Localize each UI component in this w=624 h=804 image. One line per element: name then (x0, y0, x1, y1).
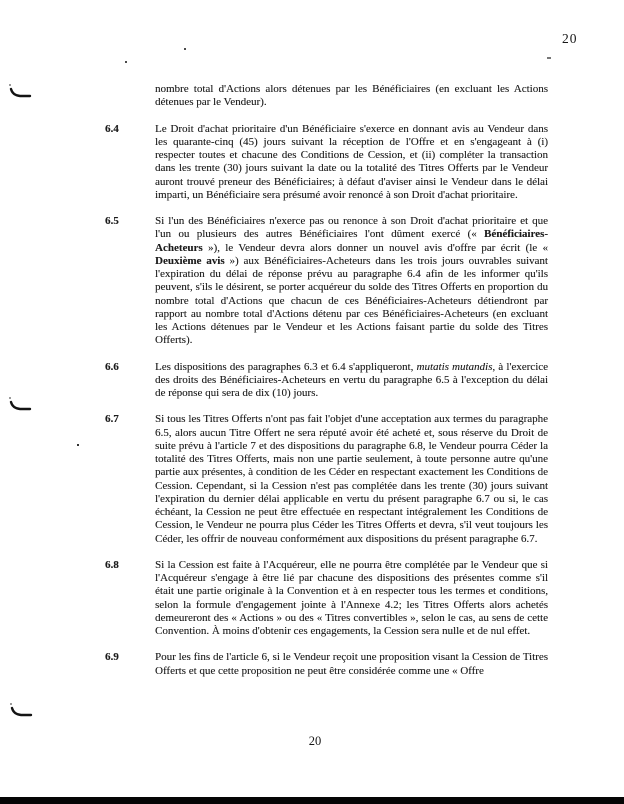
page-number-bottom: 20 (308, 734, 322, 748)
paragraph-number: 6.8 (105, 558, 119, 571)
paragraph-number (105, 83, 155, 110)
paragraph (105, 83, 550, 110)
scan-speck-3 (547, 57, 551, 59)
paragraph-text-bold-segment: Bénéficiaires-Acheteurs (155, 228, 548, 254)
scan-bottom-edge-bar (0, 797, 624, 804)
paragraph (105, 413, 550, 546)
paragraph-number: 6.7 (105, 413, 119, 426)
paragraph-text (155, 215, 548, 348)
paragraph-text-segment: Pour les fins de l'article 6, si le Vendeur reçoit une proposition visant la Cession de Titres Offerts et que cette proposition ne peut être considérée comme une « Offre (155, 651, 548, 677)
document-body (105, 83, 550, 691)
paragraph-text-segment: Les dispositions des paragraphes 6.3 et 6.4 s'appliqueront, (155, 360, 417, 373)
paragraph-text (155, 413, 548, 546)
paragraph (105, 123, 550, 203)
paragraph-text-segment: Le Droit d'achat prioritaire d'un Bénéficiaire s'exerce en donnant avis au Vendeur dans les quarante-cinq (45) jours suivant la réception de l'Offre et en s'engageant à (i) respecter toutes et chacune des Conditions de Cession, et (ii) compléter la transaction dans les trente (30) jours suivant la date ou la totalité des Titres Offerts par le Vendeur auront trouvé preneur des Bénéficiaires; à défaut d'aviser ainsi le Vendeur dans le délai imparti, un Bénéficiaire sera présumé avoir renoncé à son Droit d'achat prioritaire. (155, 122, 548, 201)
paragraph-text (155, 559, 548, 639)
paragraph-number: 6.6 (105, 360, 119, 373)
paragraph-text-bold-segment: Deuxième avis (155, 254, 225, 267)
paragraph-text-segment: , à l'exercice des droits des Bénéficiaires-Acheteurs en vertu du paragraphe 6.5 à l'exception du délai de réponse qui sera de dix (10) jours. (155, 360, 549, 399)
paragraph-text (155, 83, 548, 110)
scan-speck-4 (77, 444, 79, 446)
scan-squiggle-mark-2 (6, 395, 34, 415)
scan-speck-2 (125, 61, 127, 63)
scan-squiggle-mark-1 (6, 82, 34, 102)
paragraph (105, 361, 550, 401)
paragraph-text-segment: nombre total d'Actions alors détenues par les Bénéficiaires (en excluant les Actions détenues par le Vendeur). (155, 83, 548, 109)
paragraph-text-segment: »), le Vendeur devra alors donner un nouvel avis d'offre par écrit (le « (202, 241, 548, 254)
paragraph-number: 6.4 (105, 122, 119, 135)
paragraph-text-segment: Si la Cession est faite à l'Acquéreur, elle ne pourra être complétée par le Vendeur que si l'Acquéreur s'engage à être lié par chacune des dispositions des présentes comme s'il était une partie originale à la Convention et à en respecter tous les termes et conditions, selon la formule d'engagement jointe à l'Annexe 4.2; les Titres Offerts alors achetés demeureront des « Actions » ou des « Titres convertibles », selon le cas, au sens de cette Convention. À moins d'obtenir ces engagements, la Cession sera nulle et de nul effet. (155, 558, 548, 637)
paragraph-text-segment: Si tous les Titres Offerts n'ont pas fait l'objet d'une acceptation aux termes du paragraphe 6.5, alors aucun Titre Offert ne sera réputé avoir été acheté et, sous réserve du Droit de suite prévu à l'article 7 et des dispositions du paragraphe 6.8, le Vendeur pourra Céder la totalité des Titres Offerts, mais non une partie seulement, à toute personne autre qu'une partie aux présentes, à condition de les Céder en respectant exactement les Conditions de Cession. Cependant, si la Cession n'est pas complétée dans les trente (30) jours suivant l'expiration du dernier délai applicable en vertu du présent paragraphe 6.7 ou si, le cas échéant, la Cession ne peut être effectuée en respectant intégralement les Conditions de Cession, le Vendeur ne pourra plus Céder les Titres Offerts et devra, s'il veut toujours les Céder, les offrir de nouveau conformément aux dispositions du présent paragraphe 6.7. (155, 413, 548, 545)
paragraph-number: 6.9 (105, 651, 119, 664)
paragraph-text-segment: Si l'un des Bénéficiaires n'exerce pas ou renonce à son Droit d'achat prioritaire et que l'un ou plusieurs des autres Bénéficiaires l'ont dûment exercé (« (155, 215, 548, 241)
scan-squiggle-mark-3 (7, 701, 35, 721)
paragraph (105, 559, 550, 639)
scan-speck-1 (184, 48, 186, 50)
paragraph-text (155, 123, 548, 203)
paragraph-text-segment: ») aux Bénéficiaires-Acheteurs dans les trois jours ouvrables suivant l'expiration du délai de réponse prévu au paragraphe 6.4 afin de les informer qu'ils peuvent, s'ils le désirent, se porter acquéreur du solde des Titres Offerts en proportion du nombre total d'Actions que chacun de ces Bénéficiaires-Acheteurs détiendront par rapport au nombre total d'Actions détenu par ces Bénéficiaires-Acheteurs (en excluant les Actions détenues par le Vendeur et les Actions faisant partie du solde des Titres Offerts). (155, 254, 548, 347)
paragraph-text-italic-segment: mutatis mutandis (416, 360, 493, 373)
paragraph-number: 6.5 (105, 215, 119, 227)
paragraph-text (155, 361, 548, 401)
paragraph (105, 651, 550, 678)
page-number-top: 20 (562, 31, 578, 46)
paragraph (105, 215, 550, 348)
paragraph-text (155, 651, 548, 678)
